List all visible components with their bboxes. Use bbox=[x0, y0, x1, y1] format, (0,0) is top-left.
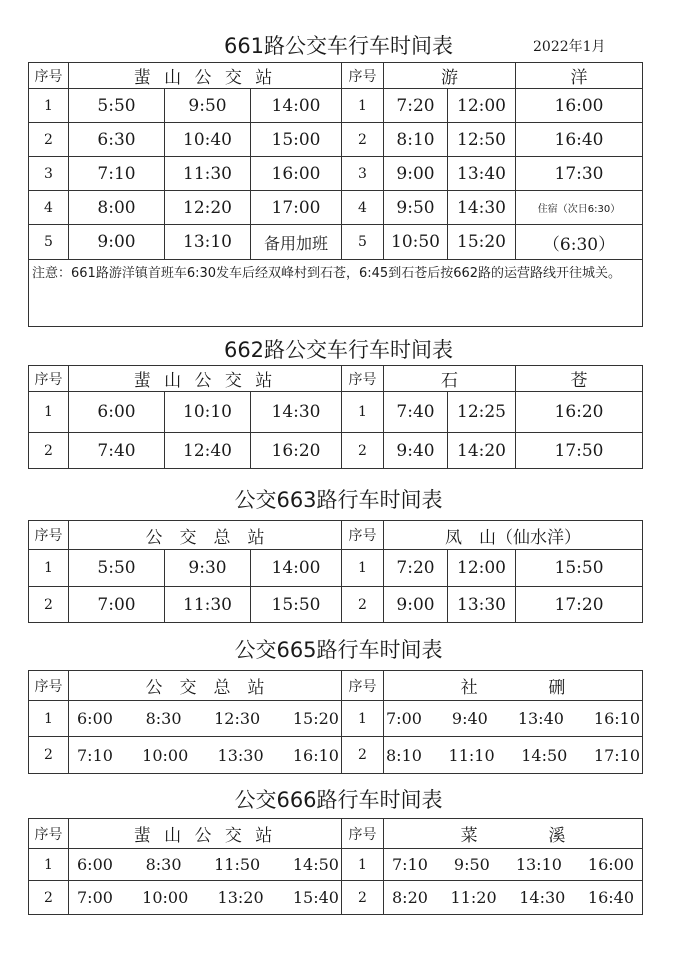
table-row bbox=[29, 550, 643, 587]
table-row bbox=[29, 157, 643, 191]
right-station-a: 社 bbox=[460, 678, 478, 698]
seq-cell: 2 bbox=[29, 433, 69, 469]
timetable-date: 2022年1月 bbox=[533, 39, 606, 55]
time: 11:20 bbox=[450, 888, 497, 907]
time: 7:00 bbox=[77, 888, 113, 907]
times-cell bbox=[384, 881, 643, 915]
time-cell: 16:00 bbox=[516, 89, 643, 123]
left-station-header: 蜚 山 公 交 站 bbox=[69, 819, 342, 849]
time: 9:50 bbox=[453, 855, 490, 874]
time: 14:50 bbox=[521, 745, 568, 765]
time: 9:40 bbox=[451, 709, 488, 728]
time-cell: 10:10 bbox=[165, 392, 251, 433]
time: 8:30 bbox=[145, 709, 182, 728]
seq-cell: 1 bbox=[29, 550, 69, 587]
seq-cell: 2 bbox=[29, 123, 69, 157]
right-station-header bbox=[384, 671, 643, 701]
seq-cell: 2 bbox=[342, 433, 384, 469]
seq-cell: 1 bbox=[29, 89, 69, 123]
time: 10:00 bbox=[142, 745, 189, 765]
route661-title: 661路公交车行车时间表 bbox=[223, 34, 454, 58]
time-cell: 7:00 bbox=[69, 587, 165, 623]
route662-title: 662路公交车行车时间表 bbox=[223, 338, 454, 362]
time-cell: 9:40 bbox=[384, 433, 448, 469]
time-cell: 11:30 bbox=[165, 587, 251, 623]
time-cell: 12:40 bbox=[165, 433, 251, 469]
time-cell: 10:40 bbox=[165, 123, 251, 157]
time: 16:10 bbox=[292, 745, 339, 765]
time-cell: 8:10 bbox=[384, 123, 448, 157]
time: 16:00 bbox=[587, 855, 634, 874]
time-cell: 15:00 bbox=[251, 123, 342, 157]
time: 8:30 bbox=[145, 855, 182, 874]
times-cell bbox=[384, 701, 643, 737]
time-cell: 9:50 bbox=[384, 191, 448, 225]
seq-cell: 3 bbox=[342, 157, 384, 191]
time: 16:40 bbox=[587, 888, 634, 907]
seq-cell: 2 bbox=[29, 737, 69, 774]
seq-cell: 1 bbox=[342, 89, 384, 123]
time-cell: 16:20 bbox=[251, 433, 342, 469]
times-cell bbox=[69, 881, 342, 915]
time: 10:00 bbox=[142, 888, 189, 907]
seq-cell: 1 bbox=[29, 701, 69, 737]
seq-header: 序号 bbox=[29, 671, 69, 701]
seq-cell: 1 bbox=[29, 392, 69, 433]
time-cell: 6:00 bbox=[69, 392, 165, 433]
time-cell: 7:20 bbox=[384, 550, 448, 587]
seq-cell: 1 bbox=[342, 392, 384, 433]
table-row bbox=[29, 225, 643, 260]
table-row bbox=[29, 392, 643, 433]
time-cell: 16:40 bbox=[516, 123, 643, 157]
time-cell: 7:10 bbox=[69, 157, 165, 191]
route663-title: 公交663路行车时间表 bbox=[234, 488, 443, 512]
time-cell: （6:30） bbox=[516, 225, 643, 260]
seq-cell: 1 bbox=[342, 701, 384, 737]
route665-table bbox=[28, 670, 643, 774]
seq-header: 序号 bbox=[342, 521, 384, 550]
seq-header: 序号 bbox=[29, 819, 69, 849]
route661-table bbox=[28, 62, 643, 327]
table-row bbox=[29, 737, 643, 774]
seq-header: 序号 bbox=[29, 63, 69, 89]
times-cell bbox=[384, 737, 643, 774]
right-station-header-b: 苍 bbox=[516, 366, 643, 392]
route666-table bbox=[28, 818, 643, 915]
table-row bbox=[29, 191, 643, 225]
reserve-cell: 备用加班 bbox=[251, 225, 342, 260]
time: 8:10 bbox=[386, 745, 422, 765]
time-cell: 17:30 bbox=[516, 157, 643, 191]
table-row bbox=[29, 881, 643, 915]
route665-title: 公交665路行车时间表 bbox=[234, 638, 443, 662]
time: 16:10 bbox=[593, 709, 640, 728]
time-cell: 11:30 bbox=[165, 157, 251, 191]
seq-header: 序号 bbox=[342, 671, 384, 701]
seq-cell: 2 bbox=[342, 881, 384, 915]
overnight-note-cell: 住宿（次日6:30） bbox=[516, 191, 643, 225]
table-row bbox=[29, 701, 643, 737]
time-cell: 5:50 bbox=[69, 89, 165, 123]
time-cell: 6:30 bbox=[69, 123, 165, 157]
time-cell: 17:00 bbox=[251, 191, 342, 225]
time-cell: 15:50 bbox=[251, 587, 342, 623]
time: 14:50 bbox=[292, 855, 339, 874]
table-row bbox=[29, 433, 643, 469]
time-cell: 5:50 bbox=[69, 550, 165, 587]
seq-header: 序号 bbox=[342, 366, 384, 392]
right-station-b: 溪 bbox=[548, 826, 566, 846]
seq-cell: 1 bbox=[342, 849, 384, 881]
time: 7:10 bbox=[77, 745, 113, 765]
seq-cell: 2 bbox=[342, 737, 384, 774]
seq-cell: 2 bbox=[29, 587, 69, 623]
time: 13:10 bbox=[515, 855, 562, 874]
times-cell bbox=[384, 849, 643, 881]
time-cell: 7:40 bbox=[384, 392, 448, 433]
table-row bbox=[29, 89, 643, 123]
time-cell: 9:30 bbox=[165, 550, 251, 587]
time: 12:30 bbox=[214, 709, 261, 728]
right-station-header bbox=[384, 819, 643, 849]
time-cell: 9:00 bbox=[69, 225, 165, 260]
time-cell: 17:50 bbox=[516, 433, 643, 469]
seq-cell: 2 bbox=[342, 587, 384, 623]
time-cell: 12:50 bbox=[448, 123, 516, 157]
seq-cell: 4 bbox=[29, 191, 69, 225]
left-station-header: 公 交 总 站 bbox=[69, 671, 342, 701]
time-cell: 14:00 bbox=[251, 550, 342, 587]
route663-table bbox=[28, 520, 643, 623]
seq-header: 序号 bbox=[29, 521, 69, 550]
time: 11:50 bbox=[214, 855, 261, 874]
time-cell: 12:00 bbox=[448, 89, 516, 123]
time-cell: 14:30 bbox=[251, 392, 342, 433]
left-station-header: 蜚 山 公 交 站 bbox=[69, 366, 342, 392]
time-cell: 7:40 bbox=[69, 433, 165, 469]
time-cell: 9:50 bbox=[165, 89, 251, 123]
times-cell bbox=[69, 701, 342, 737]
time-cell: 17:20 bbox=[516, 587, 643, 623]
route661-note: 注意：661路游洋镇首班车6:30发车后经双峰村到石苍，6:45到石苍后按662路的运营路线开往城关。 bbox=[29, 260, 643, 327]
time-cell: 12:00 bbox=[448, 550, 516, 587]
route662-table bbox=[28, 365, 643, 469]
time: 7:00 bbox=[386, 709, 422, 728]
time: 14:30 bbox=[519, 888, 566, 907]
time-cell: 15:20 bbox=[448, 225, 516, 260]
time-cell: 13:10 bbox=[165, 225, 251, 260]
seq-cell: 4 bbox=[342, 191, 384, 225]
time-cell: 7:20 bbox=[384, 89, 448, 123]
time: 6:00 bbox=[77, 855, 113, 874]
time-cell: 16:20 bbox=[516, 392, 643, 433]
table-row bbox=[29, 587, 643, 623]
left-station-header: 蜚 山 公 交 站 bbox=[69, 63, 342, 89]
right-station-header-b: 洋 bbox=[516, 63, 643, 89]
seq-cell: 2 bbox=[342, 123, 384, 157]
route666-title: 公交666路行车时间表 bbox=[234, 788, 443, 812]
time-cell: 14:30 bbox=[448, 191, 516, 225]
time: 13:40 bbox=[517, 709, 564, 728]
seq-cell: 1 bbox=[342, 550, 384, 587]
time: 8:20 bbox=[392, 888, 428, 907]
time-cell: 12:25 bbox=[448, 392, 516, 433]
time-cell: 13:40 bbox=[448, 157, 516, 191]
seq-header: 序号 bbox=[342, 819, 384, 849]
right-station-a: 菜 bbox=[460, 826, 478, 846]
time: 17:10 bbox=[593, 745, 640, 765]
time-cell: 8:00 bbox=[69, 191, 165, 225]
time: 11:10 bbox=[448, 745, 495, 765]
seq-header: 序号 bbox=[342, 63, 384, 89]
time: 15:20 bbox=[292, 709, 339, 728]
times-cell bbox=[69, 737, 342, 774]
table-row bbox=[29, 123, 643, 157]
time-cell: 16:00 bbox=[251, 157, 342, 191]
time-cell: 15:50 bbox=[516, 550, 643, 587]
time-cell: 12:20 bbox=[165, 191, 251, 225]
right-station-b: 硎 bbox=[548, 678, 566, 698]
table-row bbox=[29, 849, 643, 881]
seq-cell: 5 bbox=[29, 225, 69, 260]
time: 13:20 bbox=[217, 888, 264, 907]
time-cell: 9:00 bbox=[384, 157, 448, 191]
right-station-header-a: 石 bbox=[384, 366, 516, 392]
time: 7:10 bbox=[392, 855, 428, 874]
left-station-header: 公 交 总 站 bbox=[69, 521, 342, 550]
time-cell: 13:30 bbox=[448, 587, 516, 623]
time: 13:30 bbox=[217, 745, 264, 765]
time: 15:40 bbox=[292, 888, 339, 907]
seq-cell: 3 bbox=[29, 157, 69, 191]
times-cell bbox=[69, 849, 342, 881]
time-cell: 14:00 bbox=[251, 89, 342, 123]
right-station-header: 凤 山（仙水洋） bbox=[384, 521, 643, 550]
right-station-header-a: 游 bbox=[384, 63, 516, 89]
seq-cell: 2 bbox=[29, 881, 69, 915]
time-cell: 14:20 bbox=[448, 433, 516, 469]
seq-header: 序号 bbox=[29, 366, 69, 392]
time: 6:00 bbox=[77, 709, 113, 728]
seq-cell: 5 bbox=[342, 225, 384, 260]
time-cell: 10:50 bbox=[384, 225, 448, 260]
time-cell: 9:00 bbox=[384, 587, 448, 623]
seq-cell: 1 bbox=[29, 849, 69, 881]
